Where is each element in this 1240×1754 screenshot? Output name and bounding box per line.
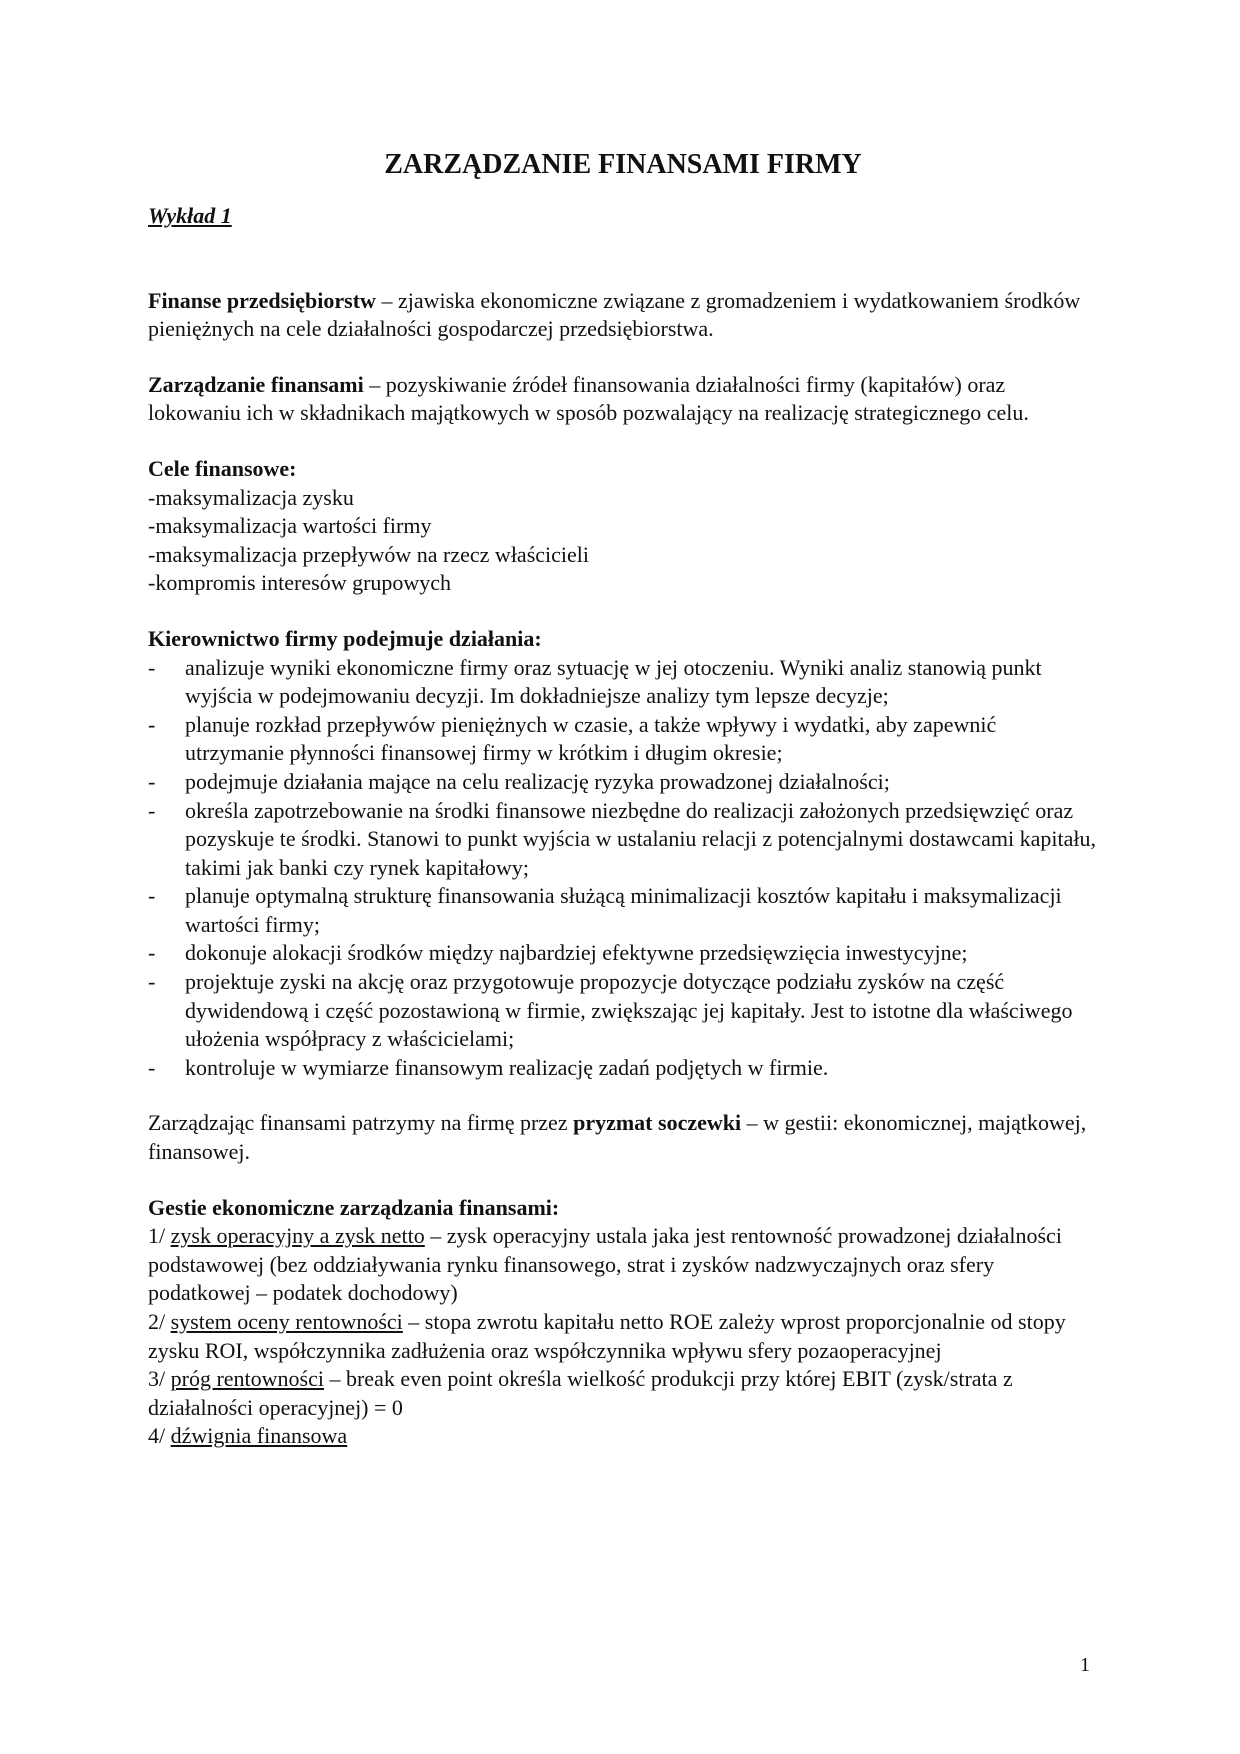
dash-bullet: - — [148, 797, 156, 823]
list-item: -maksymalizacja wartości firmy — [148, 513, 432, 539]
list-item — [148, 939, 1098, 968]
list-item-text: podejmuje działania mające na celu realizację ryzyka prowadzonej działalności; — [185, 768, 890, 794]
list-item-text: analizuje wyniki ekonomiczne firmy oraz sytuację w jej otoczeniu. Wyniki analiz stanowią punkt wyjścia w podejmowaniu decyzji. Im dokładniejsze analizy tym lepsze decyzje; — [185, 654, 1042, 709]
document-body — [148, 148, 1098, 1451]
list-item — [148, 1222, 1098, 1308]
underlined-term: system oceny rentowności — [170, 1309, 403, 1334]
item-number: 2/ — [148, 1309, 171, 1334]
term-finanse-przedsiebiorstw: Finanse przedsiębiorstw — [148, 287, 376, 313]
economic-gestures-heading: Gestie ekonomiczne zarządzania finansami: — [148, 1194, 560, 1220]
underlined-term: zysk operacyjny a zysk netto — [170, 1223, 425, 1249]
list-item: -maksymalizacja przepływów na rzecz właścicieli — [148, 541, 589, 567]
list-item — [148, 968, 1098, 1054]
dash-bullet: - — [148, 940, 156, 966]
list-item — [148, 1308, 1098, 1365]
dash-bullet: - — [148, 969, 156, 995]
list-item-text: dokonuje alokacji środków między najbardziej efektywne przedsięwzięcia inwestycyjne; — [185, 940, 968, 966]
underlined-term: dźwignia finansowa — [170, 1423, 348, 1449]
definition-finance-text: – zjawiska ekonomiczne związane z gromadzeniem i wydatkowaniem środków pieniężnych na cele działalności gospodarczej przedsiębiorstwa. — [148, 287, 1081, 342]
list-item-text: planuje rozkład przepływów pieniężnych w czasie, a także wpływy i wydatki, aby zapewnić utrzymanie płynności finansowej firmy w krótkim i długim okresie; — [185, 711, 997, 766]
definition-management-text: – pozyskiwanie źródeł finansowania działalności firmy (kapitałów) oraz lokowaniu ich w składnikach majątkowych w sposób pozwalający na realizację strategicznego celu. — [148, 371, 1029, 426]
list-item-text: określa zapotrzebowanie na środki finansowe niezbędne do realizacji założonych przedsięwzięć oraz pozyskuje te środki. Stanowi to punkt wyjścia w ustalaniu relacji z potencjalnymi dostawcami kapitału, takimi jak banki czy rynek kapitałowy; — [185, 797, 1096, 880]
item-number: 3/ — [148, 1366, 171, 1392]
economic-gestures-section — [148, 1194, 1098, 1451]
list-item — [148, 1054, 1098, 1083]
list-item — [148, 768, 1098, 797]
item-text: – stopa zwrotu kapitału netto ROE zależy wprost proporcjonalnie od stopy zysku ROI, współczynnika zadłużenia oraz współczynnika wpływu sfery pozaoperacyjnej — [148, 1309, 1066, 1363]
lecture-label: Wykład 1 — [148, 203, 232, 228]
dash-bullet: - — [148, 654, 156, 680]
dash-bullet: - — [148, 883, 156, 909]
financial-goals-heading: Cele finansowe: — [148, 455, 297, 481]
dash-bullet: - — [148, 711, 156, 737]
list-item — [148, 711, 1098, 768]
list-item — [148, 654, 1098, 711]
list-item: -maksymalizacja zysku — [148, 484, 354, 510]
financial-goals-section — [148, 455, 1098, 598]
list-item — [148, 1365, 1098, 1422]
underlined-term: próg rentowności — [170, 1366, 324, 1392]
definition-finance — [148, 287, 1098, 344]
list-item — [148, 1422, 1098, 1451]
item-number: 4/ — [148, 1423, 171, 1449]
list-item: -kompromis interesów grupowych — [148, 570, 452, 596]
management-actions-list — [148, 654, 1098, 1083]
item-text: – zysk operacyjny ustala jaka jest rentowność prowadzonej działalności podstawowej (bez oddziaływania rynku finansowego, strat i zysków nadzwyczajnych oraz sfery podatkowej – podatek dochodowy) — [148, 1223, 1062, 1306]
prism-paragraph — [148, 1109, 1098, 1166]
prism-text-before: Zarządzając finansami patrzymy na firmę przez — [148, 1110, 574, 1136]
prism-text-after: – w gestii: ekonomicznej, majątkowej, finansowej. — [148, 1110, 1087, 1165]
list-item-text: kontroluje w wymiarze finansowym realizację zadań podjętych w firmie. — [185, 1054, 829, 1080]
document-title: ZARZĄDZANIE FINANSAMI FIRMY — [384, 149, 862, 180]
dash-bullet: - — [148, 1054, 156, 1080]
item-text: – break even point określa wielkość produkcji przy której EBIT (zysk/strata z działalności operacyjnej) = 0 — [148, 1366, 1013, 1420]
term-zarzadzanie-finansami: Zarządzanie finansami — [148, 371, 364, 397]
page-number: 1 — [1080, 1654, 1090, 1676]
definition-management — [148, 371, 1098, 428]
list-item-text: planuje optymalną strukturę finansowania służącą minimalizacji kosztów kapitału i maksymalizacji wartości firmy; — [185, 883, 1062, 937]
management-actions-section — [148, 625, 1098, 1083]
dash-bullet: - — [148, 768, 156, 794]
list-item-text: projektuje zyski na akcję oraz przygotowuje propozycje dotyczące podziału zysków na część dywidendową i część pozostawioną w firmie, zwiększając jej kapitały. Jest to istotne dla właściwego ułożenia współpracy z właścicielami; — [185, 969, 1073, 1052]
item-number: 1/ — [148, 1223, 171, 1249]
management-actions-heading: Kierownictwo firmy podejmuje działania: — [148, 625, 542, 651]
list-item — [148, 882, 1098, 939]
prism-bold-term: pryzmat soczewki — [573, 1110, 742, 1136]
list-item — [148, 797, 1098, 883]
